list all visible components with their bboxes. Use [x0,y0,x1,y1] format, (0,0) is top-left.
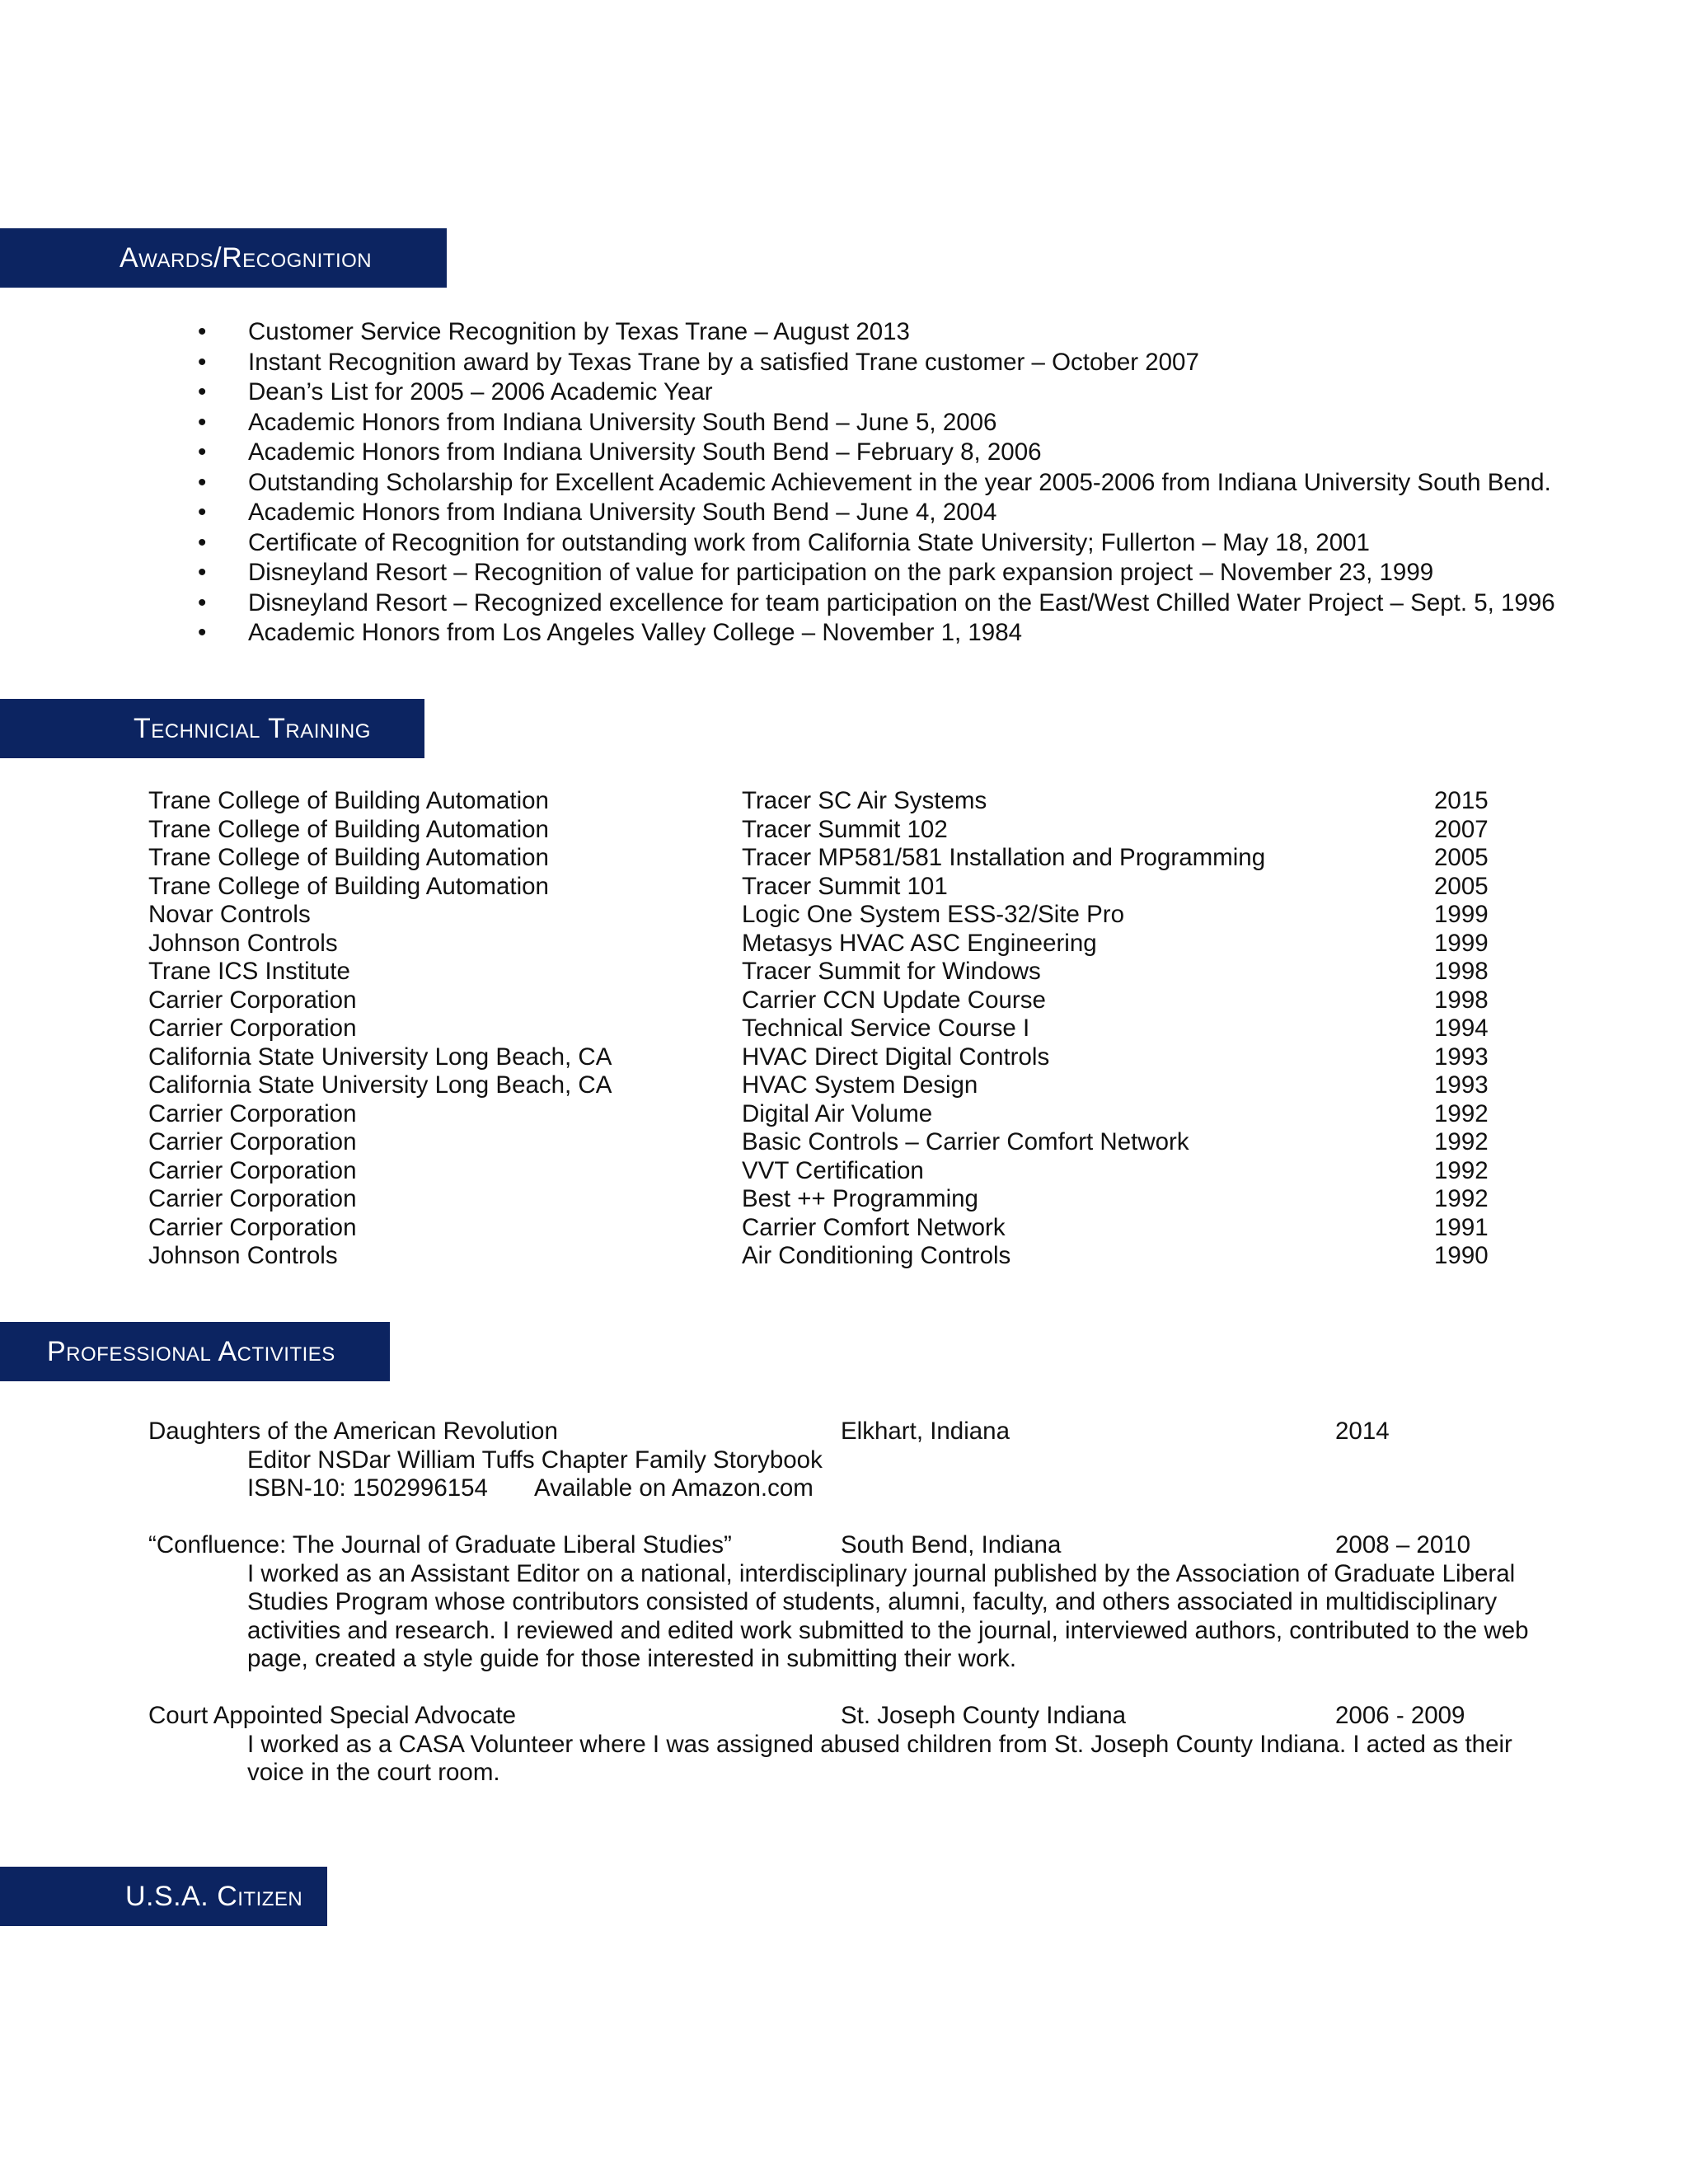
training-org: Carrier Corporation [148,1185,357,1212]
training-course: Carrier CCN Update Course [742,986,1046,1014]
award-item: • Disneyland Resort – Recognized excellence for team participation on the East/West Chilled Water Project – Sept. 5, 1996 [198,588,1555,619]
activity-years: 2008 – 2010 [1335,1531,1471,1558]
training-year: 1999 [1434,929,1489,957]
training-section-header [0,699,424,758]
award-item: • Academic Honors from Los Angeles Valley College – November 1, 1984 [198,618,1555,649]
award-item: • Dean’s List for 2005 – 2006 Academic Year [198,377,1555,408]
training-org: Carrier Corporation [148,1156,357,1184]
training-org: Trane College of Building Automation [148,844,549,871]
activity-availability: Available on Amazon.com [533,1474,814,1502]
activity-org: “Confluence: The Journal of Graduate Liberal Studies” [148,1531,732,1558]
training-course: Carrier Comfort Network [742,1213,1006,1241]
activity-location: South Bend, Indiana [841,1531,1062,1558]
training-org: Trane ICS Institute [148,958,350,985]
activity-casa [148,1702,1566,1788]
training-year: 1992 [1434,1156,1489,1184]
activity-years: 2014 [1335,1418,1390,1445]
citizen-section-title: U.S.A. Citizen [125,1881,303,1912]
training-year: 1992 [1434,1099,1489,1127]
training-course: VVT Certification [742,1156,924,1184]
awards-section-title: Awards/Recognition [120,242,373,274]
awards-section-header [0,228,447,288]
training-year: 1999 [1434,901,1489,928]
training-year: 1991 [1434,1213,1489,1241]
training-org: Novar Controls [148,901,311,928]
training-org: Carrier Corporation [148,1015,357,1042]
activity-location: St. Joseph County Indiana [841,1702,1127,1729]
training-course: Technical Service Course I [742,1015,1030,1042]
training-course: Best ++ Programming [742,1185,978,1212]
training-year: 2007 [1434,815,1489,843]
activity-confluence [148,1531,1566,1674]
training-course: Tracer Summit 102 [742,815,948,843]
training-course: Tracer Summit 101 [742,872,948,900]
page-margin-shade [1570,0,1688,2184]
training-course: Tracer Summit for Windows [742,958,1041,985]
training-org: Trane College of Building Automation [148,872,549,900]
training-course: Logic One System ESS-32/Site Pro [742,901,1125,928]
award-item: • Instant Recognition award by Texas Trane by a satisfied Trane customer – October 2007 [198,348,1555,378]
activity-role: Editor NSDar William Tuffs Chapter Family Storybook [247,1446,823,1474]
citizen-section-header [0,1867,327,1926]
training-course: Metasys HVAC ASC Engineering [742,929,1097,957]
activity-dar [148,1418,1566,1503]
award-item: • Disneyland Resort – Recognition of value for participation on the park expansion project – November 23, 1999 [198,558,1555,588]
activities-section-header [0,1322,390,1381]
activity-description: I worked as a CASA Volunteer where I was assigned abused children from St. Joseph County Indiana. I acted as their voice in the court room. [247,1730,1512,1786]
training-course: HVAC System Design [742,1071,978,1099]
training-course: Digital Air Volume [742,1099,933,1127]
training-year: 1994 [1434,1015,1489,1042]
training-org: Carrier Corporation [148,1128,357,1155]
training-year: 1992 [1434,1185,1489,1212]
award-item: • Academic Honors from Indiana University South Bend – June 4, 2004 [198,498,1555,528]
training-year: 1998 [1434,958,1489,985]
award-item: • Academic Honors from Indiana University South Bend – February 8, 2006 [198,438,1555,468]
training-course: Basic Controls – Carrier Comfort Network [742,1128,1189,1155]
training-org: Trane College of Building Automation [148,787,549,814]
training-year: 1998 [1434,986,1489,1014]
activity-isbn-row [148,1474,1566,1503]
training-year: 1993 [1434,1071,1489,1099]
activity-org: Daughters of the American Revolution [148,1418,558,1445]
training-course: Air Conditioning Controls [742,1242,1011,1269]
training-org: California State University Long Beach, CA [148,1043,612,1071]
training-year: 1992 [1434,1128,1489,1155]
training-org: Johnson Controls [148,929,338,957]
activity-org: Court Appointed Special Advocate [148,1702,517,1729]
training-course: HVAC Direct Digital Controls [742,1043,1050,1071]
training-org: Carrier Corporation [148,1213,357,1241]
training-year: 2005 [1434,844,1489,871]
activity-location: Elkhart, Indiana [841,1418,1010,1445]
training-org: Carrier Corporation [148,1099,357,1127]
training-year: 2005 [1434,872,1489,900]
training-course: Tracer SC Air Systems [742,787,987,814]
training-section-title: Technicial Training [134,713,371,744]
training-year: 2015 [1434,787,1489,814]
training-org: Trane College of Building Automation [148,815,549,843]
training-year: 1993 [1434,1043,1489,1071]
training-course: Tracer MP581/581 Installation and Programming [742,844,1266,871]
award-item: • Certificate of Recognition for outstanding work from California State University; Fullerton – May 18, 2001 [198,528,1555,559]
training-year: 1990 [1434,1242,1489,1269]
activity-years: 2006 - 2009 [1335,1702,1465,1729]
activity-description: I worked as an Assistant Editor on a national, interdisciplinary journal published by the Association of Graduate Liberal Studies Program whose contributors consisted of students, alumni, faculty, and others associated in multidisciplinary activities and research. I reviewed and edited work submitted to the journal, interviewed authors, contributed to the web page, created a style guide for those interested in submitting their work. [247,1559,1529,1672]
training-org: Carrier Corporation [148,986,357,1014]
award-item: • Customer Service Recognition by Texas Trane – August 2013 [198,317,1555,348]
award-item: • Academic Honors from Indiana University South Bend – June 5, 2006 [198,408,1555,438]
awards-list [198,317,1555,649]
activities-list [148,1418,1566,1816]
training-org: Johnson Controls [148,1242,338,1269]
activities-section-title: Professional Activities [47,1336,335,1367]
award-item: • Outstanding Scholarship for Excellent Academic Achievement in the year 2005-2006 from Indiana University South Bend. [198,468,1555,499]
activity-isbn: ISBN-10: 1502996154 [247,1474,488,1502]
training-org: California State University Long Beach, CA [148,1071,612,1099]
